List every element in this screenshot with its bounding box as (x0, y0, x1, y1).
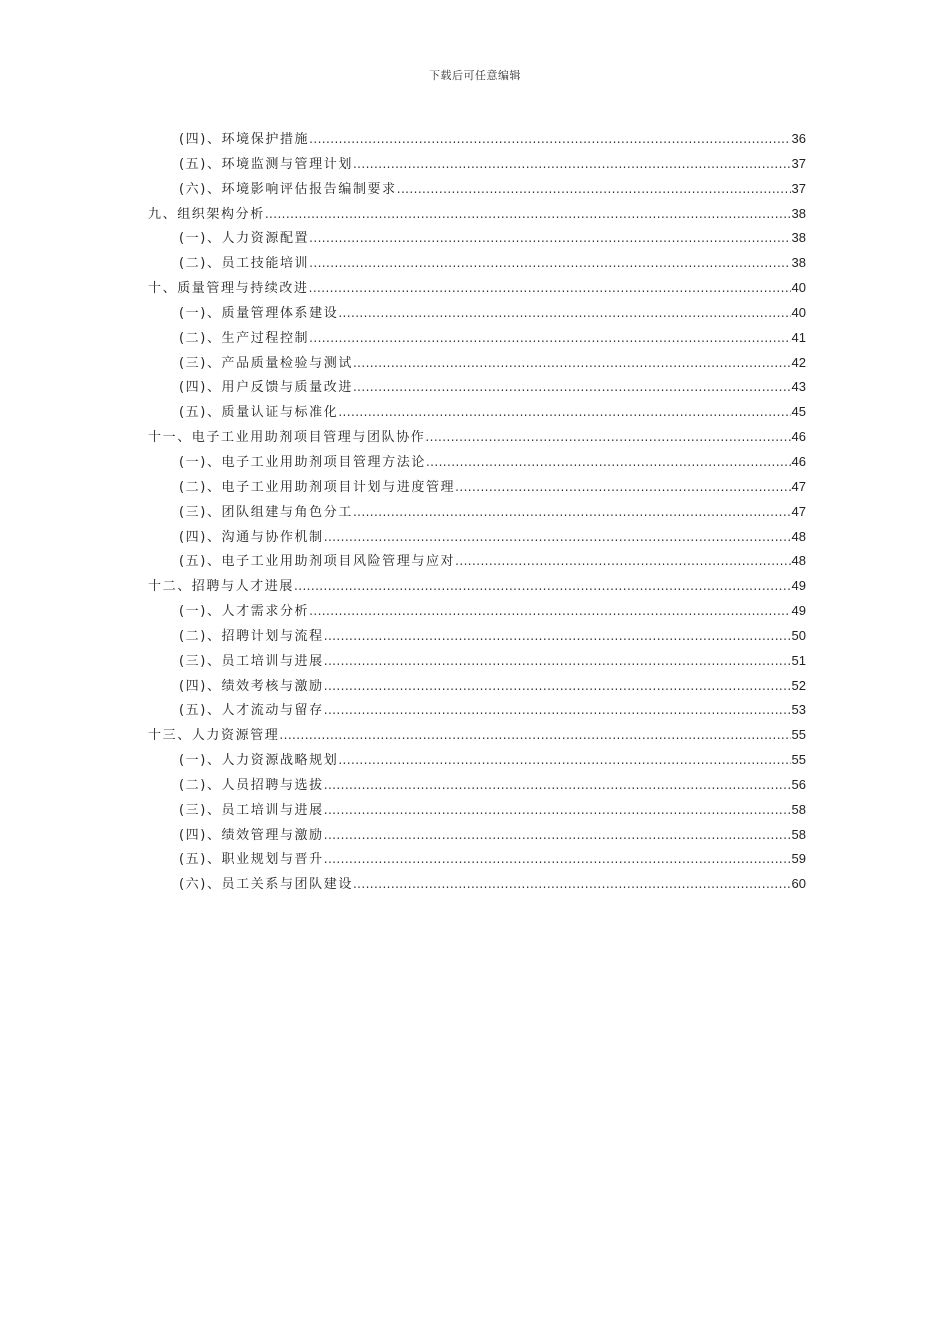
toc-dot-leader (324, 674, 791, 699)
toc-dot-leader (324, 698, 791, 723)
toc-dot-leader (455, 549, 790, 574)
toc-entry[interactable] (148, 847, 806, 872)
toc-dot-leader (338, 748, 790, 773)
toc-entry[interactable] (148, 276, 806, 301)
toc-dot-leader (309, 251, 790, 276)
toc-dot-leader (324, 525, 791, 550)
toc-entry-label: 十、质量管理与持续改进 (148, 281, 309, 297)
toc-entry-label: (二)、员工技能培训 (179, 256, 310, 272)
toc-entry[interactable] (148, 450, 806, 475)
toc-entry[interactable] (148, 674, 806, 699)
toc-entry-label: (四)、沟通与协作机制 (179, 529, 324, 545)
toc-entry-page-number: 45 (791, 404, 806, 420)
toc-entry-label: (一)、人力资源战略规划 (179, 753, 339, 769)
toc-entry-label: (一)、质量管理体系建设 (179, 305, 339, 321)
toc-entry-page-number: 53 (791, 702, 806, 718)
toc-dot-leader (425, 425, 790, 450)
toc-entry-label: (四)、绩效管理与激励 (179, 827, 324, 843)
toc-entry[interactable] (148, 301, 806, 326)
toc-entry-label: (二)、电子工业用助剂项目计划与进度管理 (179, 479, 456, 495)
toc-entry[interactable] (148, 574, 806, 599)
toc-dot-leader (324, 773, 791, 798)
toc-entry[interactable] (148, 351, 806, 376)
toc-entry-label: (四)、环境保护措施 (179, 132, 310, 147)
toc-entry[interactable] (148, 649, 806, 674)
toc-entry-page-number: 38 (791, 205, 806, 221)
toc-dot-leader (324, 798, 791, 823)
toc-entry[interactable] (148, 375, 806, 400)
toc-entry-page-number: 58 (791, 801, 806, 817)
toc-entry[interactable] (148, 127, 806, 152)
toc-entry[interactable] (148, 425, 806, 450)
toc-dot-leader (353, 500, 791, 525)
toc-dot-leader (294, 574, 791, 599)
toc-dot-leader (353, 375, 791, 400)
toc-entry-page-number: 40 (791, 304, 806, 320)
toc-entry-label: 九、组织架构分析 (148, 206, 265, 222)
toc-entry[interactable] (148, 773, 806, 798)
toc-entry-page-number: 60 (791, 876, 806, 892)
toc-entry-label: (一)、电子工业用助剂项目管理方法论 (179, 454, 426, 470)
toc-entry-label: (五)、质量认证与标准化 (179, 405, 339, 421)
toc-dot-leader (353, 152, 791, 177)
toc-entry[interactable] (148, 177, 806, 202)
toc-dot-leader (309, 599, 790, 624)
toc-entry-label: (四)、用户反馈与质量改进 (179, 380, 353, 396)
page-header: 下载后可任意编辑 (429, 69, 521, 82)
toc-dot-leader (324, 649, 791, 674)
toc-dot-leader (265, 202, 791, 227)
toc-entry-page-number: 37 (791, 155, 806, 171)
toc-dot-leader (309, 276, 791, 301)
toc-entry-page-number: 36 (791, 131, 806, 146)
toc-entry-page-number: 40 (791, 280, 806, 296)
toc-dot-leader (426, 450, 791, 475)
toc-dot-leader (309, 326, 790, 351)
toc-entry-page-number: 47 (791, 503, 806, 519)
toc-dot-leader (353, 351, 791, 376)
toc-dot-leader (324, 823, 791, 848)
toc-entry-label: (四)、绩效考核与激励 (179, 678, 324, 694)
toc-entry-page-number: 38 (791, 230, 806, 246)
toc-dot-leader (397, 177, 791, 202)
toc-entry[interactable] (148, 251, 806, 276)
toc-entry-page-number: 55 (791, 752, 806, 768)
toc-dot-leader (338, 400, 790, 425)
toc-dot-leader (353, 872, 791, 897)
toc-entry-label: (三)、团队组建与角色分工 (179, 504, 353, 520)
toc-dot-leader (309, 226, 790, 251)
toc-entry[interactable] (148, 475, 806, 500)
toc-entry-label: (二)、招聘计划与流程 (179, 628, 324, 644)
toc-entry[interactable] (148, 823, 806, 848)
toc-entry[interactable] (148, 872, 806, 897)
toc-entry-page-number: 50 (791, 627, 806, 643)
toc-entry-label: (二)、生产过程控制 (179, 330, 310, 346)
toc-entry-page-number: 48 (791, 553, 806, 569)
toc-entry-label: (五)、人才流动与留存 (179, 703, 324, 719)
toc-entry-page-number: 38 (791, 255, 806, 271)
toc-entry-label: 十二、招聘与人才进展 (148, 579, 295, 595)
toc-entry-page-number: 42 (791, 354, 806, 370)
toc-dot-leader (309, 127, 790, 152)
table-of-contents (148, 127, 806, 897)
toc-entry-label: (一)、人力资源配置 (179, 231, 310, 247)
toc-entry-page-number: 47 (791, 478, 806, 494)
toc-entry[interactable] (148, 599, 806, 624)
toc-dot-leader (338, 301, 790, 326)
toc-entry[interactable] (148, 748, 806, 773)
toc-entry[interactable] (148, 226, 806, 251)
toc-dot-leader (324, 847, 791, 872)
toc-entry-page-number: 56 (791, 776, 806, 792)
toc-entry[interactable] (148, 400, 806, 425)
toc-entry-label: (五)、职业规划与晋升 (179, 852, 324, 868)
toc-dot-leader (455, 475, 790, 500)
toc-entry[interactable] (148, 326, 806, 351)
toc-entry-label: (五)、电子工业用助剂项目风险管理与应对 (179, 554, 456, 570)
toc-dot-leader (279, 723, 790, 748)
toc-entry-page-number: 49 (791, 603, 806, 619)
toc-entry[interactable] (148, 698, 806, 723)
toc-entry[interactable] (148, 549, 806, 574)
toc-entry-page-number: 55 (791, 727, 806, 743)
toc-entry-page-number: 43 (791, 379, 806, 395)
toc-entry[interactable] (148, 152, 806, 177)
toc-entry-label: (三)、员工培训与进展 (179, 802, 324, 818)
toc-entry-page-number: 46 (791, 453, 806, 469)
toc-entry-label: (三)、员工培训与进展 (179, 653, 324, 669)
toc-entry[interactable] (148, 525, 806, 550)
toc-entry-label: (三)、产品质量检验与测试 (179, 355, 353, 371)
toc-entry[interactable] (148, 798, 806, 823)
toc-entry-label: (六)、员工关系与团队建设 (179, 877, 353, 893)
toc-entry[interactable] (148, 500, 806, 525)
toc-entry-label: (五)、环境监测与管理计划 (179, 156, 353, 172)
toc-entry-page-number: 49 (791, 578, 806, 594)
toc-entry-page-number: 51 (791, 652, 806, 668)
toc-entry-page-number: 48 (791, 528, 806, 544)
toc-dot-leader (324, 624, 791, 649)
toc-entry-label: (一)、人才需求分析 (179, 604, 310, 620)
toc-entry-page-number: 59 (791, 851, 806, 867)
toc-entry-page-number: 46 (791, 429, 806, 445)
toc-entry-page-number: 37 (791, 180, 806, 196)
toc-entry-label: (六)、环境影响评估报告编制要求 (179, 181, 397, 197)
toc-entry-page-number: 41 (791, 329, 806, 345)
toc-entry-label: 十三、人力资源管理 (148, 728, 280, 744)
toc-entry-label: (二)、人员招聘与选拔 (179, 777, 324, 793)
toc-entry-label: 十一、电子工业用助剂项目管理与团队协作 (148, 430, 426, 446)
toc-entry[interactable] (148, 202, 806, 227)
toc-entry[interactable] (148, 624, 806, 649)
toc-entry-page-number: 58 (791, 826, 806, 842)
toc-entry-page-number: 52 (791, 677, 806, 693)
toc-entry[interactable] (148, 723, 806, 748)
